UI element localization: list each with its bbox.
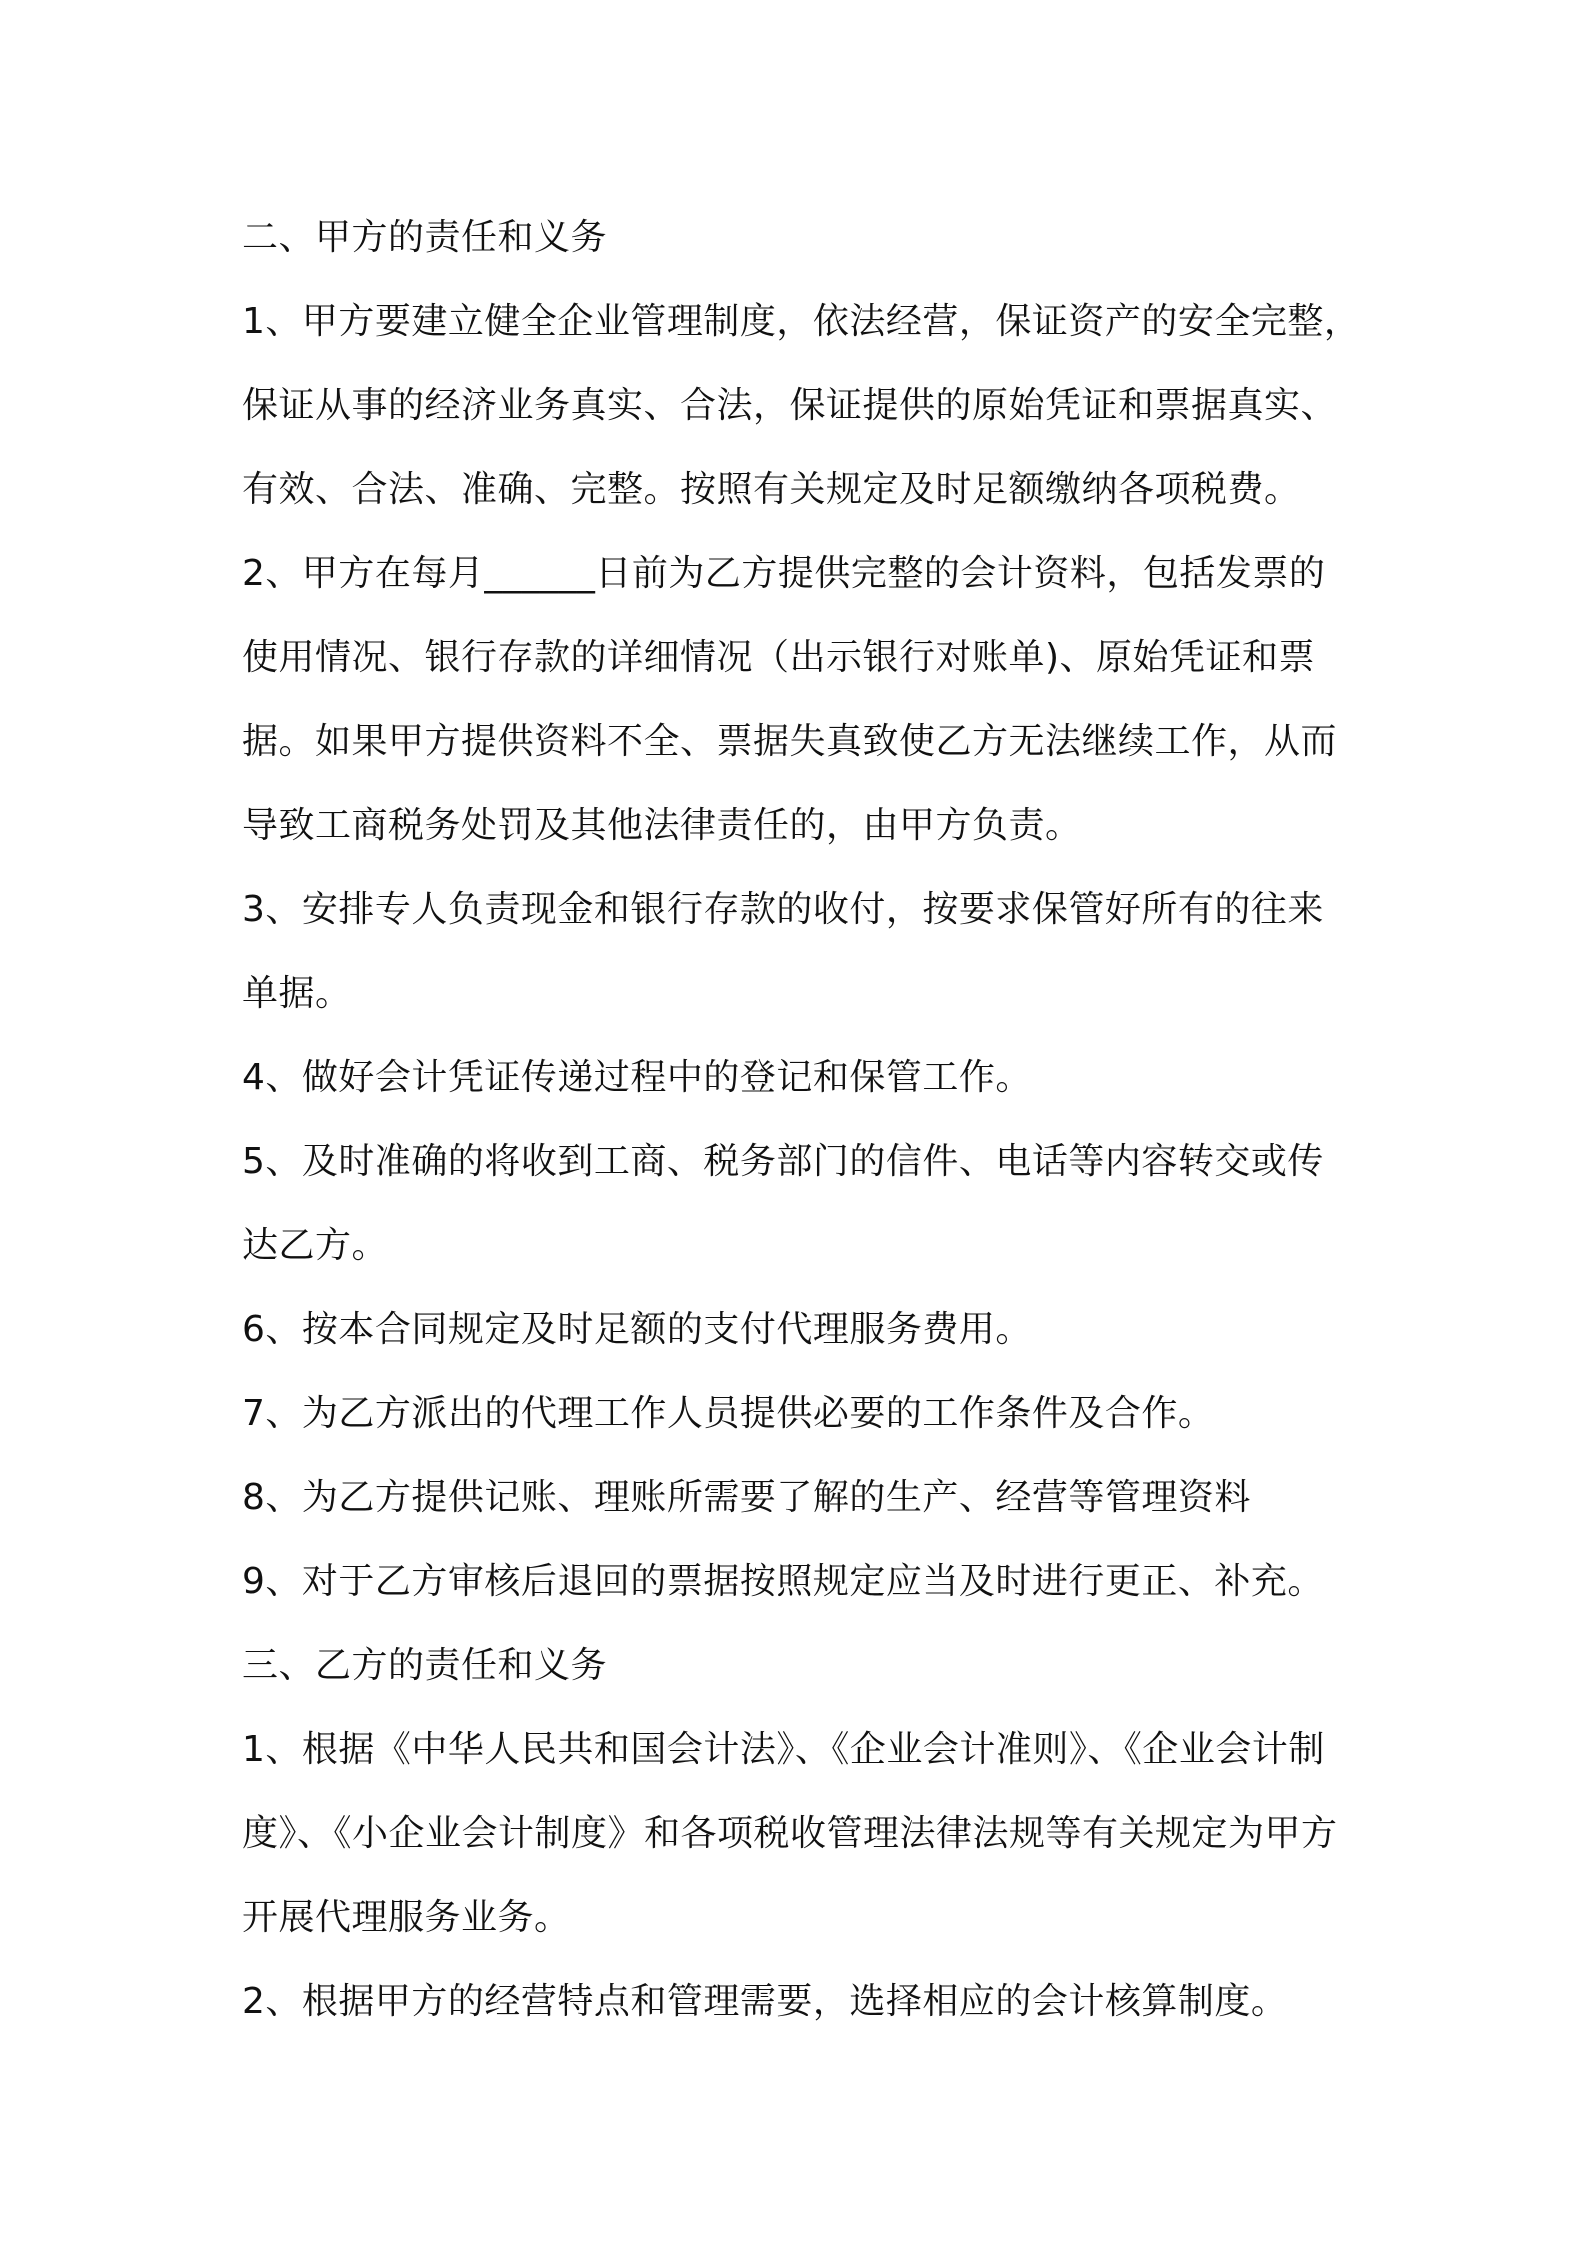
text-line: 开展代理服务业务。	[242, 1897, 571, 1938]
text-line: 单据。	[242, 973, 352, 1014]
text-line: 9、对于乙方审核后退回的票据按照规定应当及时进行更正、补充。	[242, 1561, 1324, 1602]
text-line: 1、根据《中华人民共和国会计法》、《企业会计准则》、《企业会计制	[242, 1729, 1325, 1770]
document-body	[242, 196, 1382, 2044]
text-line: 据。如果甲方提供资料不全、票据失真致使乙方无法继续工作，从而	[242, 721, 1338, 762]
text-line: 导致工商税务处罚及其他法律责任的，由甲方负责。	[242, 805, 1082, 846]
text-line: 2、根据甲方的经营特点和管理需要，选择相应的会计核算制度。	[242, 1981, 1288, 2022]
section-heading-party-a: 二、甲方的责任和义务	[242, 217, 608, 258]
text-line: 8、为乙方提供记账、理账所需要了解的生产、经营等管理资料	[242, 1477, 1251, 1518]
text-line: 7、为乙方派出的代理工作人员提供必要的工作条件及合作。	[242, 1393, 1215, 1434]
text-line: 5、及时准确的将收到工商、税务部门的信件、电话等内容转交或传	[242, 1141, 1324, 1182]
text-line: 保证从事的经济业务真实、合法，保证提供的原始凭证和票据真实、	[242, 385, 1338, 426]
text-line: 1、甲方要建立健全企业管理制度，依法经营，保证资产的安全完整，	[242, 301, 1361, 342]
text-line: 度》、《小企业会计制度》和各项税收管理法律法规等有关规定为甲方	[242, 1813, 1338, 1854]
text-line: 有效、合法、准确、完整。按照有关规定及时足额缴纳各项税费。	[242, 469, 1301, 510]
text-line: 3、安排专人负责现金和银行存款的收付，按要求保管好所有的往来	[242, 889, 1324, 930]
text-line: 2、甲方在每月______日前为乙方提供完整的会计资料，包括发票的	[242, 553, 1326, 594]
text-line: 4、做好会计凭证传递过程中的登记和保管工作。	[242, 1057, 1032, 1098]
text-line: 使用情况、银行存款的详细情况（出示银行对账单)、原始凭证和票	[242, 637, 1316, 678]
section-heading-party-b: 三、乙方的责任和义务	[242, 1645, 608, 1686]
text-line: 6、按本合同规定及时足额的支付代理服务费用。	[242, 1309, 1032, 1350]
text-line: 达乙方。	[242, 1225, 389, 1266]
